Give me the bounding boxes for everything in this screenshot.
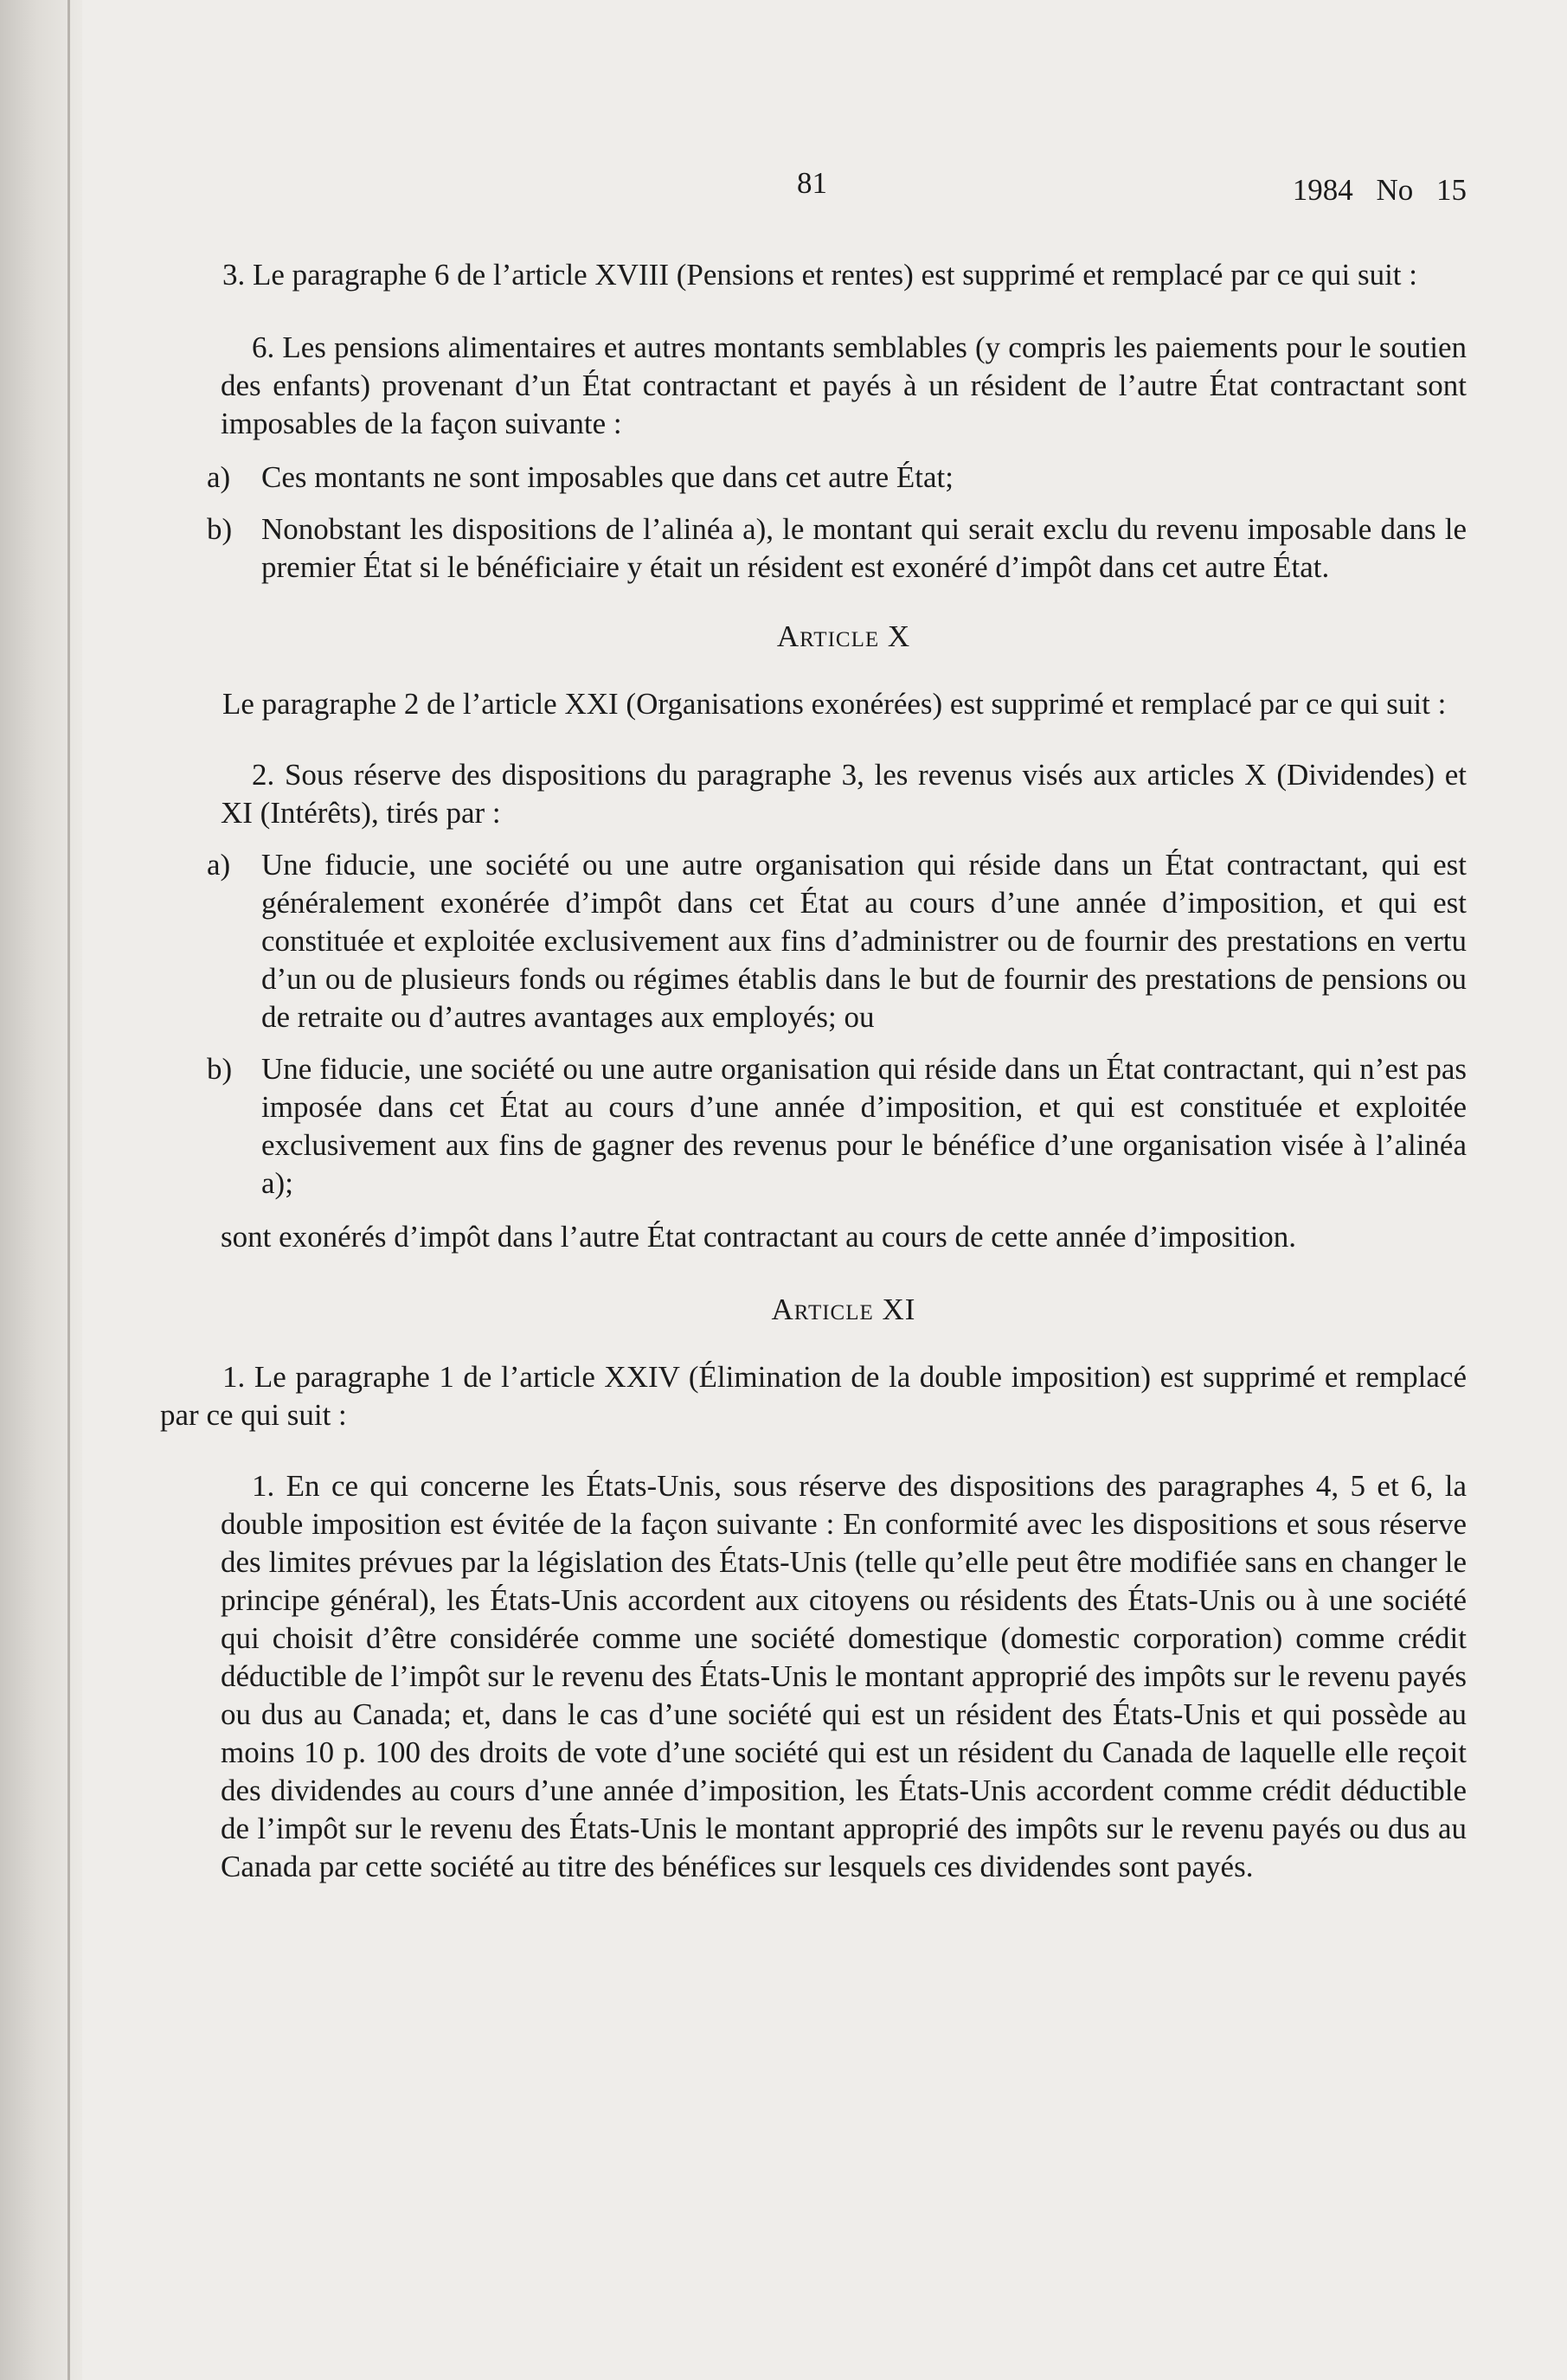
amendment-intro-article-xxi: Le paragraphe 2 de l’article XXI (Organisations exonérées) est supprimé et remplacé par ce qui suit : — [222, 687, 1447, 721]
page-number: 81 — [797, 166, 827, 200]
amendment-intro-article-xxiv: 1. Le paragraphe 1 de l’article XXIV (Élimination de la double imposition) est supprimé et remplacé par ce qui suit : — [160, 1360, 1467, 1432]
article-x-heading: Article X — [776, 619, 911, 653]
item-text: Une fiducie, une société ou une autre organisation qui réside dans un État contractant, qui est généralement exonérée d’impôt dans cet État au cours d’une année d’imposition, et qui est constituée et exploitée exclusivement aux fins d’administrer ou de fournir des prestations en vertu d’un ou de plusieurs fonds ou régimes établis dans le but de fournir des prestations de pensions ou de retraite ou d’autres avantages aux employés; ou — [261, 848, 1467, 1034]
document-page — [160, 138, 1467, 1886]
closing-clause: sont exonérés d’impôt dans l’autre État contractant au cours de cette année d’imposition. — [221, 1220, 1297, 1254]
item-marker: a) — [207, 848, 231, 882]
running-header — [160, 164, 1467, 208]
item-marker: b) — [207, 512, 233, 546]
quoted-paragraph-1: 1. En ce qui concerne les États-Unis, sous réserve des dispositions des paragraphes 4, 5 et 6, la double imposition est évitée de la façon suivante : En conformité avec les dispositions et sous réserve des limites prévues par la législation des États-Unis (telle qu’elle peut être modifiée sans en changer le principe général), les États-Unis accordent aux citoyens ou résidents des États-Unis ou à une société qui choisit d’être considérée comme une société domestique (domestic corporation) comme crédit déductible de l’impôt sur le revenu des États-Unis le montant approprié des impôts sur le revenu payés ou dus au Canada; et, dans le cas d’une société qui est un résident des États-Unis et qui possède au moins 10 p. 100 des droits de vote d’une société qui est un résident du Canada de laquelle elle reçoit des dividendes au cours d’une année d’imposition, les États-Unis accordent comme crédit déductible de l’impôt sur le revenu des États-Unis le montant approprié des impôts sur le revenu payés ou dus au Canada par cette société au titre des bénéfices sur lesquels ces dividendes sont payés. — [221, 1469, 1467, 1883]
year-and-number: 1984 No 15 — [1292, 173, 1467, 207]
list-item — [207, 846, 1467, 1036]
item-text: Une fiducie, une société ou une autre organisation qui réside dans un État contractant, qui n’est pas imposée dans cet État au cours d’une année d’imposition, et qui est constituée et exploitée exclusivement aux fins de gagner des revenus pour le bénéfice d’une organisation visée à l’alinéa a); — [261, 1052, 1467, 1200]
list-item — [207, 510, 1467, 587]
list-item — [207, 459, 1467, 497]
amendment-intro-article-xviii: 3. Le paragraphe 6 de l’article XVIII (Pensions et rentes) est supprimé et remplacé par ce qui suit : — [222, 258, 1417, 292]
quoted-paragraph-2: 2. Sous réserve des dispositions du paragraphe 3, les revenus visés aux articles X (Dividendes) et XI (Intérêts), tirés par : — [221, 758, 1467, 830]
article-xi-heading: Article XI — [771, 1293, 916, 1326]
item-marker: b) — [207, 1052, 233, 1086]
item-text: Ces montants ne sont imposables que dans cet autre État; — [261, 460, 954, 494]
item-text: Nonobstant les dispositions de l’alinéa a), le montant qui serait exclu du revenu imposable dans le premier État si le bénéficiaire y était un résident est exonéré d’impôt dans cet autre État. — [261, 512, 1467, 584]
list-item — [207, 1050, 1467, 1203]
page-gutter-line — [67, 0, 70, 2380]
item-marker: a) — [207, 460, 231, 494]
quoted-paragraph-6: 6. Les pensions alimentaires et autres montants semblables (y compris les paiements pour le soutien des enfants) provenant d’un État contractant et payés à un résident de l’autre État contractant sont imposables de la façon suivante : — [221, 330, 1467, 440]
